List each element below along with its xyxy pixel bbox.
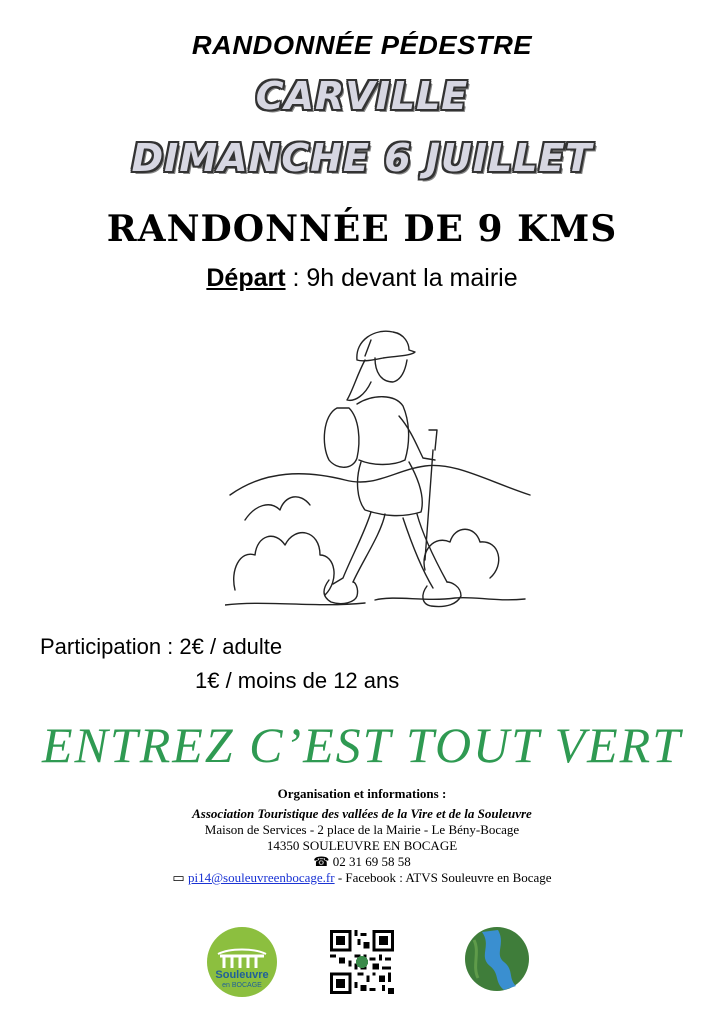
river-valley-logo xyxy=(464,926,530,992)
qr-code[interactable] xyxy=(330,930,394,994)
poster-title-carville: CARVILLE xyxy=(255,74,469,118)
logo1-line2: en BOCAGE xyxy=(222,982,262,989)
computer-icon: ▭ xyxy=(172,870,188,885)
depart-line xyxy=(0,264,724,293)
phone-number: 02 31 69 58 58 xyxy=(332,854,411,869)
logo1-line1: Souleuvre xyxy=(215,969,269,981)
contact-line xyxy=(0,870,724,886)
phone-icon: ☎ xyxy=(313,854,333,869)
poster-title-distance: RANDONNÉE DE 9 KMS xyxy=(106,208,618,250)
depart-text: : 9h devant la mairie xyxy=(285,264,518,292)
souleuvre-en-bocage-logo xyxy=(206,926,278,998)
slogan: ENTREZ C’EST TOUT VERT xyxy=(42,717,682,773)
association-name: Association Touristique des vallées de la Vire et de la Souleuvre xyxy=(192,806,532,821)
participation-adult: Participation : 2€ / adulte xyxy=(40,634,283,659)
poster-title-date: DIMANCHE 6 JUILLET xyxy=(131,136,593,180)
hiker-illustration xyxy=(225,320,535,620)
phone-line xyxy=(0,854,724,870)
participation-child: 1€ / moins de 12 ans xyxy=(195,668,400,693)
address-line-2: 14350 SOULEUVRE EN BOCAGE xyxy=(266,838,458,853)
email-link[interactable]: pi14@souleuvreenbocage.fr xyxy=(187,870,335,885)
depart-label: Départ xyxy=(206,264,286,292)
info-heading: Organisation et informations : xyxy=(277,786,447,801)
address-line-1: Maison de Services - 2 place de la Mairie - Le Bény-Bocage xyxy=(204,822,520,837)
facebook-text: - Facebook : ATVS Souleuvre en Bocage xyxy=(334,870,552,885)
poster-title-randonnee-pedestre: RANDONNÉE PÉDESTRE xyxy=(191,30,533,60)
